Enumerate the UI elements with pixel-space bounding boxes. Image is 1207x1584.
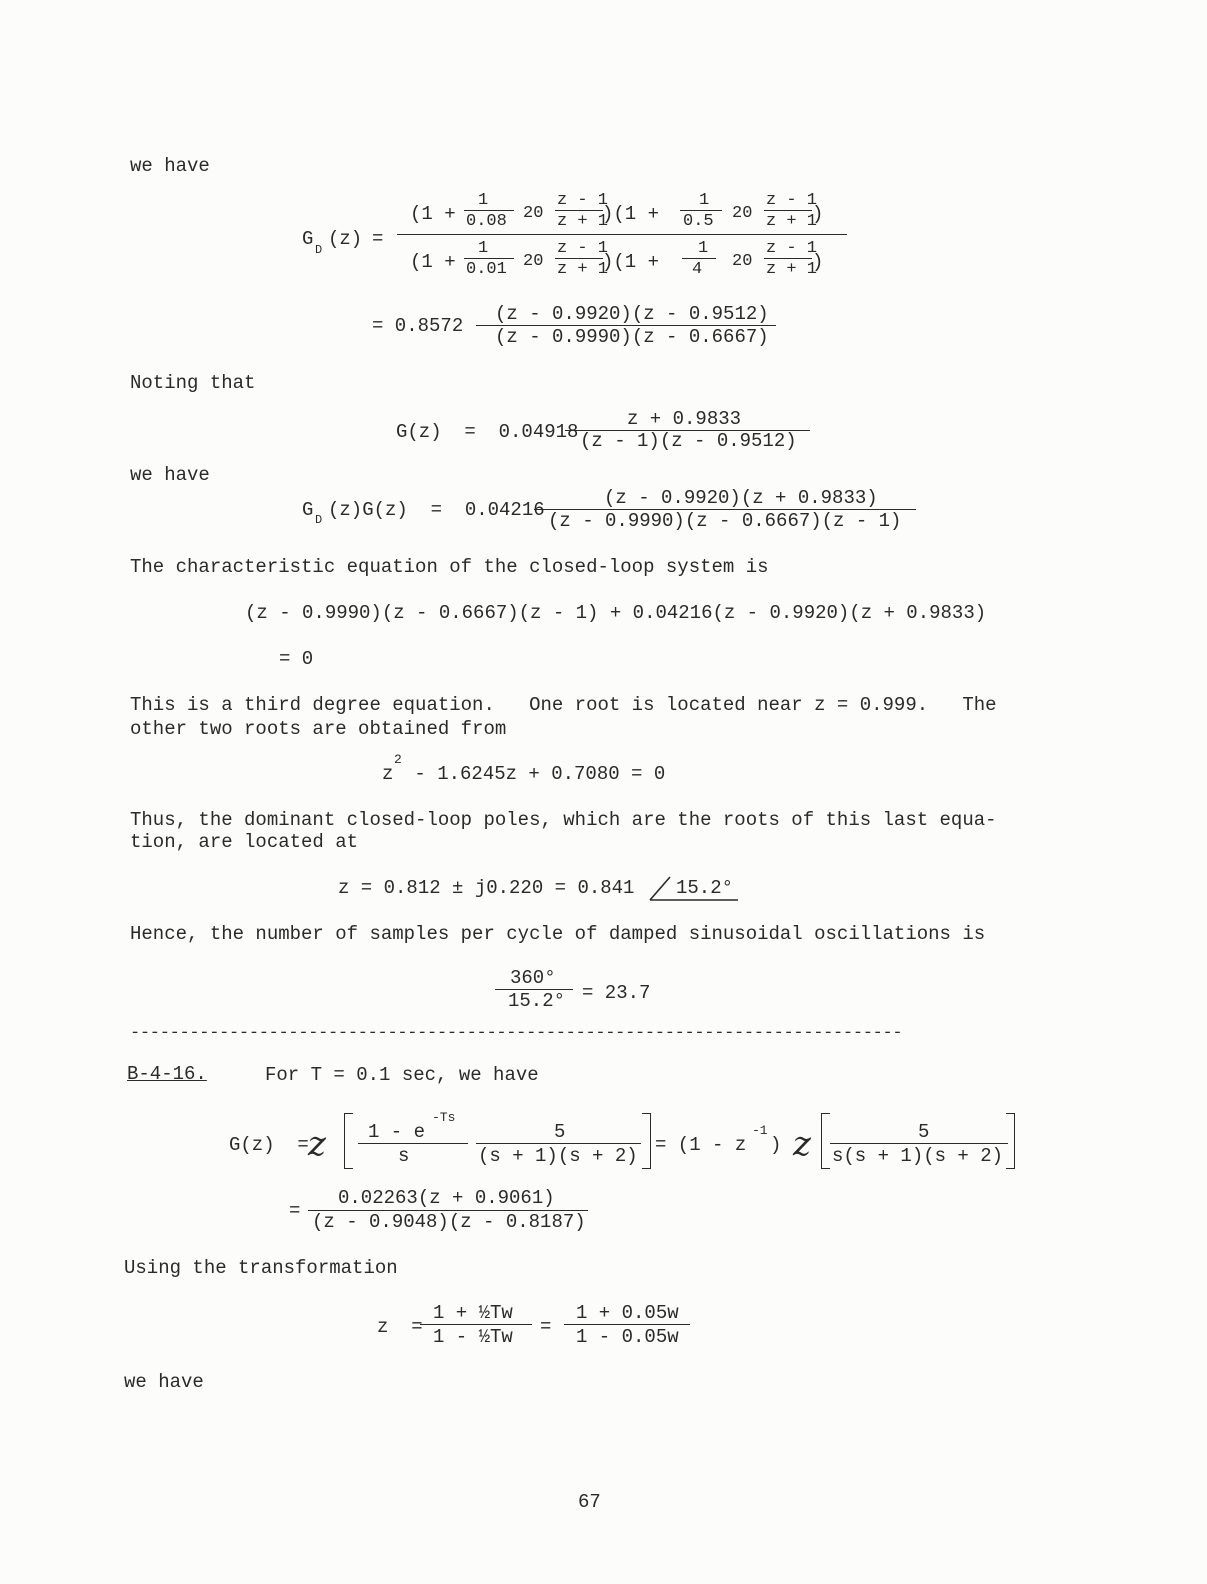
gd-num-f2d: 0.5 — [683, 212, 714, 231]
gd-lhs-arg: (z) — [328, 228, 363, 250]
quadratic-base: z — [382, 763, 394, 785]
gd-lhs-sub: D — [315, 243, 323, 257]
quadratic-rest: - 1.6245z + 0.7080 = 0 — [403, 763, 666, 785]
mid-expr: = (1 - z — [655, 1134, 747, 1156]
paragraph-we-have: we have — [130, 155, 210, 177]
samples-result: = 23.7 — [582, 982, 651, 1004]
frac-bar — [830, 1143, 1008, 1144]
gd-num-c1: 20 — [523, 204, 544, 223]
gd-line2-num: (z - 0.9920)(z - 0.9512) — [495, 303, 769, 325]
g-den: (z - 1)(z - 0.9512) — [580, 430, 797, 452]
gd-num-f2n: 1 — [699, 191, 710, 210]
mid-sup: -1 — [752, 1123, 768, 1138]
frac-bar — [420, 1324, 532, 1325]
term2-den: (s + 1)(s + 2) — [478, 1145, 638, 1167]
gd-den-f2d: 4 — [692, 260, 703, 279]
result-num: 0.02263(z + 0.9061) — [338, 1187, 555, 1209]
gd-den-z2n: z - 1 — [766, 239, 818, 258]
w-f1-den: 1 - ½Tw — [433, 1326, 513, 1348]
gd-num-c2: 20 — [732, 204, 753, 223]
g-lhs: G(z) = 0.04918 — [396, 421, 579, 443]
paragraph-third-degree-1: This is a third degree equation. One root is located near z = 0.999. The — [130, 694, 997, 716]
gd-den-z2d: z + 1 — [766, 260, 818, 279]
gd-num-open1: (1 + — [410, 203, 456, 225]
result-den: (z - 0.9048)(z - 0.8187) — [312, 1211, 586, 1233]
g-num: z + 0.9833 — [627, 408, 742, 430]
gd-num-z1n: z - 1 — [557, 191, 609, 210]
gz-lhs: G(z) = — [229, 1134, 309, 1156]
gd-num-z2d: z + 1 — [766, 212, 818, 231]
gdg-num: (z - 0.9920)(z + 0.9833) — [604, 487, 878, 509]
right-bracket-2 — [1006, 1113, 1015, 1169]
mid-close: ) — [770, 1134, 782, 1156]
gd-lhs: G — [302, 228, 314, 250]
gd-line2-den: (z - 0.9990)(z - 0.6667) — [495, 326, 769, 348]
term1-num: 1 - e — [368, 1121, 426, 1143]
paragraph-noting-that: Noting that — [130, 372, 256, 394]
frac-bar — [358, 1143, 468, 1144]
z-transform-symbol-2: z — [793, 1124, 811, 1164]
frac-bar — [476, 1143, 641, 1144]
page-number: 67 — [578, 1491, 601, 1513]
problem-intro: For T = 0.1 sec, we have — [265, 1064, 539, 1086]
gd-den-f2n: 1 — [698, 239, 709, 258]
samples-den: 15.2° — [508, 990, 566, 1012]
left-bracket-2 — [821, 1113, 830, 1169]
term1-den: s — [398, 1145, 410, 1167]
gd-num-f1n: 1 — [478, 191, 489, 210]
gd-den-z1n: z - 1 — [557, 239, 609, 258]
paragraph-we-have-2: we have — [130, 464, 210, 486]
gd-den-z1d: z + 1 — [557, 260, 609, 279]
w-f2-den: 1 - 0.05w — [576, 1326, 679, 1348]
gd-den-c1: 20 — [523, 252, 544, 271]
gd-den-c2: 20 — [732, 252, 753, 271]
gd-line2-eq: = 0.8572 — [372, 315, 464, 337]
paragraph-dominant-1: Thus, the dominant closed-loop poles, which are the roots of this last equa- — [130, 809, 997, 831]
paragraph-we-have-3: we have — [124, 1371, 204, 1393]
gdg-lhs-rest: (z)G(z) = 0.04216 — [328, 499, 545, 521]
term1-sup: -Ts — [432, 1110, 456, 1125]
paragraph-hence: Hence, the number of samples per cycle of damped sinusoidal oscillations is — [130, 923, 986, 945]
gdg-den: (z - 0.9990)(z - 0.6667)(z - 1) — [548, 510, 902, 532]
gd-num-z1d: z + 1 — [557, 212, 609, 231]
characteristic-eq-line2: = 0 — [279, 648, 314, 670]
term3-num: 5 — [918, 1121, 930, 1143]
z-transform-symbol: z — [308, 1124, 326, 1164]
paragraph-characteristic: The characteristic equation of the closed-loop system is — [130, 556, 769, 578]
gd-num-close1: )(1 + — [602, 203, 660, 225]
gd-num-f1d: 0.08 — [466, 212, 507, 231]
result-eq: = — [289, 1200, 301, 1222]
samples-num: 360° — [510, 967, 556, 989]
problem-label: B-4-16. — [127, 1063, 207, 1085]
poles-eq: z = 0.812 ± j0.220 = 0.841 — [338, 877, 635, 899]
quadratic-sup: 2 — [394, 752, 402, 767]
gd-den-f1d: 0.01 — [466, 260, 507, 279]
w-f1-num: 1 + ½Tw — [433, 1302, 513, 1324]
gd-den-close2: ) — [812, 251, 824, 273]
gd-num-z2n: z - 1 — [766, 191, 818, 210]
separator-line: ------------------------------------------------------------------------------ — [130, 1024, 903, 1043]
gd-den-f1n: 1 — [478, 239, 489, 258]
w-eq: = — [540, 1316, 552, 1338]
poles-angle: 15.2° — [676, 877, 734, 899]
characteristic-eq-line1: (z - 0.9990)(z - 0.6667)(z - 1) + 0.04216(z - 0.9920)(z + 0.9833) — [245, 602, 987, 624]
paragraph-transformation: Using the transformation — [124, 1257, 398, 1279]
paragraph-dominant-2: tion, are located at — [130, 831, 359, 853]
gd-den-open1: (1 + — [410, 251, 456, 273]
left-bracket — [344, 1113, 353, 1169]
term2-num: 5 — [554, 1121, 566, 1143]
paragraph-third-degree-2: other two roots are obtained from — [130, 718, 507, 740]
right-bracket — [642, 1113, 651, 1169]
frac-bar — [564, 1324, 690, 1325]
w-f2-num: 1 + 0.05w — [576, 1302, 679, 1324]
gd-main-bar — [397, 234, 847, 235]
gd-num-close2: ) — [812, 203, 824, 225]
w-lhs: z = — [377, 1316, 423, 1338]
gdg-lhs: G — [302, 499, 314, 521]
gd-den-close1: )(1 + — [602, 251, 660, 273]
gdg-lhs-sub: D — [315, 513, 323, 527]
term3-den: s(s + 1)(s + 2) — [832, 1145, 1004, 1167]
gd-eq: = — [372, 228, 384, 250]
